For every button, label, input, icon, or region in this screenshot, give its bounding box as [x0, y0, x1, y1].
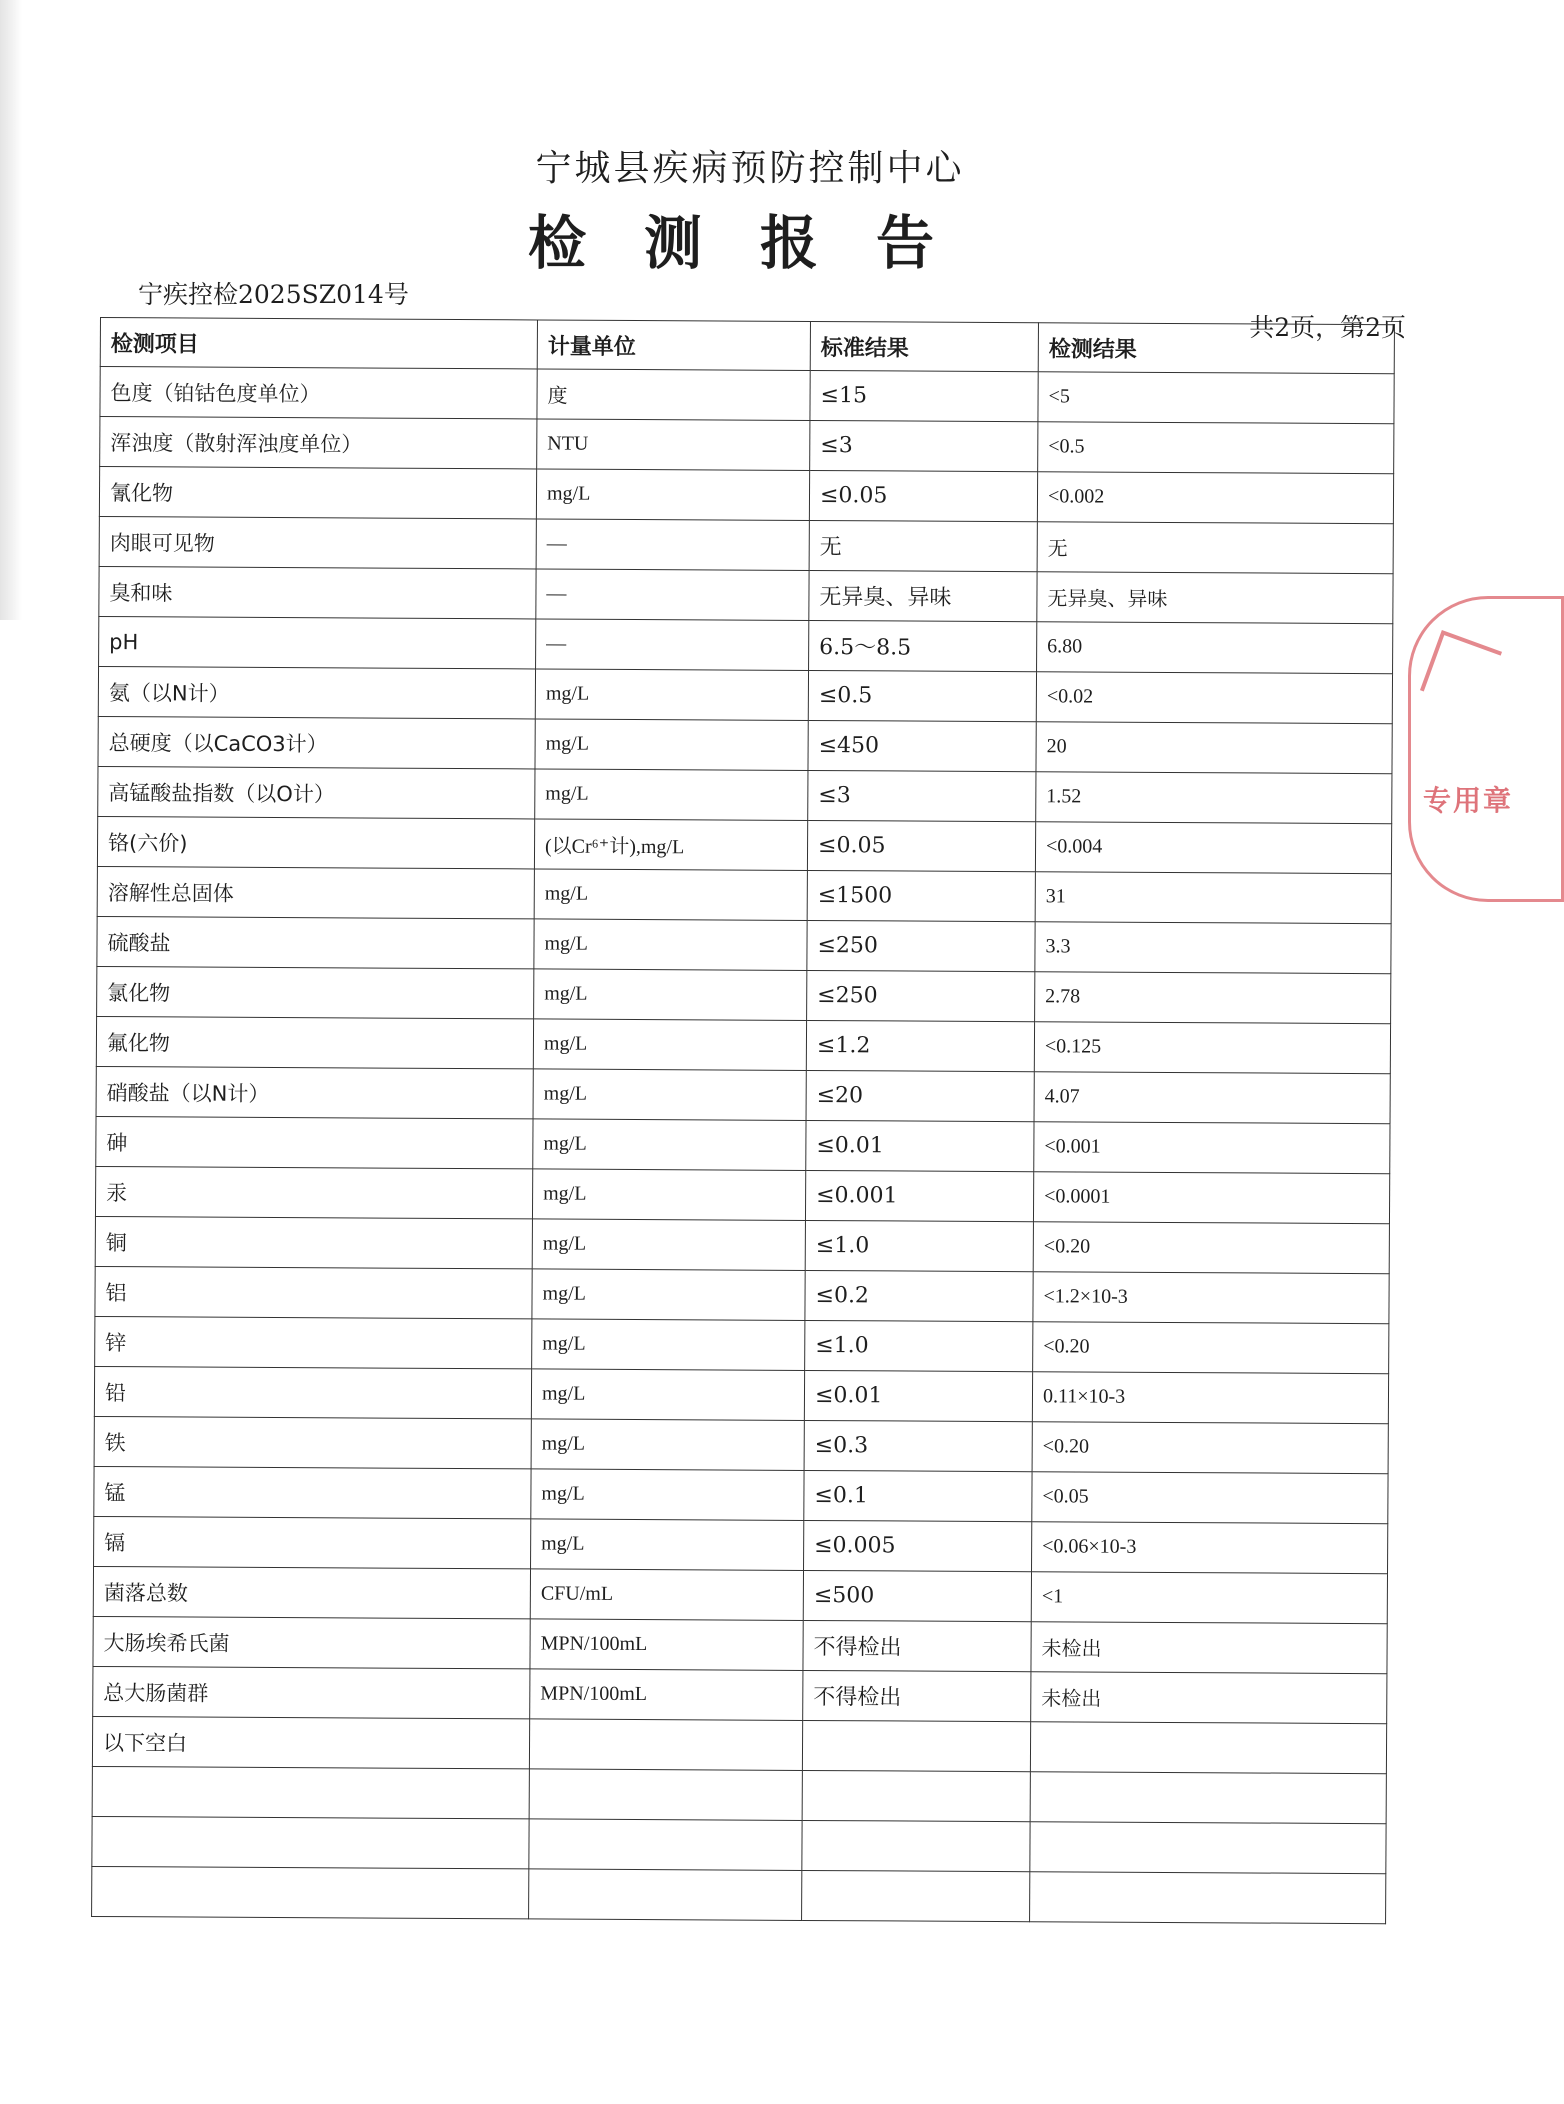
cell-item: 以下空白	[92, 1716, 529, 1768]
cell-standard: ≤1.0	[805, 1220, 1033, 1271]
cell-item: 总硬度（以CaCO3计）	[98, 716, 535, 768]
cell-result: <0.20	[1033, 1222, 1389, 1274]
cell-unit: mg/L	[531, 1369, 804, 1421]
cell-item: 氨（以N计）	[98, 666, 535, 718]
cell-item: 肉眼可见物	[99, 516, 536, 568]
table-row	[94, 1466, 1388, 1523]
table-row	[98, 766, 1392, 823]
cell-unit: NTU	[537, 419, 810, 471]
cell-standard	[802, 1720, 1030, 1771]
cell-standard	[802, 1820, 1030, 1871]
table-row	[96, 1016, 1390, 1073]
cell-standard: ≤0.01	[804, 1370, 1032, 1421]
cell-result: 未检出	[1031, 1672, 1387, 1724]
official-seal-stamp	[1408, 596, 1564, 902]
cell-unit: —	[536, 519, 809, 571]
cell-standard: 无异臭、异味	[809, 570, 1037, 621]
cell-item: 臭和味	[99, 566, 536, 618]
table-row	[95, 1266, 1389, 1323]
cell-item: 菌落总数	[93, 1566, 530, 1618]
cell-unit	[529, 1769, 802, 1821]
cell-result	[1030, 1772, 1386, 1824]
cell-standard: ≤3	[808, 770, 1036, 821]
cell-unit: mg/L	[532, 1219, 805, 1271]
cell-result: 4.07	[1034, 1072, 1390, 1124]
cell-standard: ≤20	[806, 1070, 1034, 1121]
cell-standard: ≤0.05	[807, 820, 1035, 871]
table-row	[99, 516, 1393, 573]
page-indicator: 共2页，第2页	[1249, 313, 1406, 342]
cell-unit: mg/L	[532, 1169, 805, 1221]
cell-standard: ≤0.005	[804, 1520, 1032, 1571]
table-row	[94, 1366, 1388, 1423]
cell-unit: mg/L	[534, 869, 807, 921]
cell-standard: ≤15	[810, 370, 1038, 421]
cell-item: 大肠埃希氏菌	[93, 1616, 530, 1668]
cell-result: <0.004	[1035, 822, 1391, 874]
cell-unit: —	[536, 569, 809, 621]
cell-unit: MPN/100mL	[530, 1669, 803, 1721]
cell-item: 镉	[94, 1516, 531, 1568]
cell-result	[1030, 1722, 1386, 1774]
cell-result: <0.20	[1032, 1422, 1388, 1474]
cell-unit: mg/L	[534, 919, 807, 971]
cell-result: 无异臭、异味	[1037, 572, 1393, 624]
report-number: 宁疾控检2025SZ014号	[138, 280, 409, 309]
cell-result: <5	[1038, 372, 1394, 424]
cell-unit: mg/L	[531, 1419, 804, 1471]
cell-standard: 不得检出	[803, 1670, 1031, 1721]
cell-result: <0.05	[1032, 1472, 1388, 1524]
cell-standard: ≤1.0	[805, 1320, 1033, 1371]
cell-item: pH	[99, 616, 536, 668]
table-row	[94, 1516, 1388, 1573]
table-row	[97, 866, 1391, 923]
cell-unit: mg/L	[532, 1269, 805, 1321]
cell-item: 氰化物	[99, 467, 536, 519]
cell-item: 氟化物	[96, 1016, 533, 1068]
cell-unit	[529, 1819, 802, 1871]
cell-standard: ≤500	[803, 1570, 1031, 1621]
cell-item: 锌	[95, 1316, 532, 1368]
cell-result: <0.0001	[1033, 1172, 1389, 1224]
cell-item: 氯化物	[97, 966, 534, 1018]
cell-result	[1030, 1822, 1386, 1874]
cell-unit: mg/L	[535, 669, 808, 721]
table-row	[92, 1866, 1386, 1923]
column-header-unit: 计量单位	[537, 320, 810, 371]
report-title: 检测报告	[527, 209, 992, 277]
cell-unit: mg/L	[531, 1469, 804, 1521]
cell-result: 未检出	[1031, 1622, 1387, 1674]
cell-item: 汞	[95, 1166, 532, 1218]
cell-standard: ≤3	[810, 420, 1038, 471]
results-table-wrapper	[91, 317, 1394, 1924]
cell-item	[92, 1816, 529, 1868]
cell-result: <0.5	[1038, 422, 1394, 474]
cell-standard: ≤450	[808, 720, 1036, 771]
cell-standard: ≤0.01	[806, 1120, 1034, 1171]
cell-unit: 度	[537, 369, 810, 421]
cell-unit: mg/L	[535, 719, 808, 771]
cell-item: 色度（铂钴色度单位）	[100, 367, 537, 419]
cell-result: 0.11×10-3	[1032, 1372, 1388, 1424]
table-row	[95, 1216, 1389, 1273]
cell-item	[92, 1866, 529, 1918]
cell-unit: mg/L	[531, 1519, 804, 1571]
cell-standard: 6.5～8.5	[809, 620, 1037, 671]
table-row	[98, 666, 1392, 723]
table-row	[92, 1716, 1386, 1773]
cell-item: 砷	[96, 1116, 533, 1168]
table-row	[99, 616, 1393, 673]
cell-unit: mg/L	[536, 469, 809, 521]
table-header-row	[100, 318, 1394, 374]
table-row	[99, 566, 1393, 623]
cell-result: <0.06×10-3	[1032, 1522, 1388, 1574]
cell-item: 铬(六价)	[97, 816, 534, 868]
column-header-item: 检测项目	[100, 318, 537, 369]
organization-name: 宁城县疾病预防控制中心	[535, 148, 965, 189]
cell-item: 铜	[95, 1216, 532, 1268]
table-row	[97, 916, 1391, 973]
table-row	[95, 1166, 1389, 1223]
cell-standard: ≤0.1	[804, 1470, 1032, 1521]
cell-standard	[802, 1870, 1030, 1921]
cell-unit: mg/L	[533, 1119, 806, 1171]
column-header-standard: 标准结果	[810, 321, 1038, 371]
cell-unit	[529, 1719, 802, 1771]
table-row	[100, 367, 1394, 424]
cell-standard: 无	[809, 520, 1037, 571]
cell-standard: ≤250	[807, 970, 1035, 1021]
cell-unit: mg/L	[532, 1319, 805, 1371]
cell-standard	[802, 1770, 1030, 1821]
cell-result: 1.52	[1036, 772, 1392, 824]
cell-result: 20	[1036, 722, 1392, 774]
cell-item: 锰	[94, 1466, 531, 1518]
cell-result	[1030, 1872, 1386, 1924]
cell-item: 溶解性总固体	[97, 866, 534, 918]
cell-item	[92, 1766, 529, 1818]
cell-item: 铁	[94, 1416, 531, 1468]
cell-result: <0.20	[1033, 1322, 1389, 1374]
seal-text: 专用章	[1423, 784, 1514, 817]
cell-unit: (以Cr⁶⁺计),mg/L	[534, 819, 807, 871]
scan-edge-shadow	[0, 0, 22, 620]
cell-item: 总大肠菌群	[93, 1666, 530, 1718]
cell-item: 高锰酸盐指数（以O计）	[98, 766, 535, 818]
cell-result: 3.3	[1035, 922, 1391, 974]
cell-result: <0.001	[1034, 1122, 1390, 1174]
cell-standard: 不得检出	[803, 1620, 1031, 1671]
cell-unit: mg/L	[533, 1069, 806, 1121]
table-row	[96, 1066, 1390, 1123]
cell-item: 硝酸盐（以N计）	[96, 1066, 533, 1118]
table-row	[98, 716, 1392, 773]
cell-standard: ≤0.2	[805, 1270, 1033, 1321]
table-row	[94, 1416, 1388, 1473]
cell-standard: ≤0.3	[804, 1420, 1032, 1471]
cell-standard: ≤1.2	[806, 1020, 1034, 1071]
table-row	[97, 816, 1391, 873]
table-row	[93, 1616, 1387, 1673]
cell-unit: CFU/mL	[530, 1569, 803, 1621]
cell-result: <0.125	[1034, 1022, 1390, 1074]
table-row	[93, 1566, 1387, 1623]
cell-standard: ≤0.05	[809, 470, 1037, 521]
cell-standard: ≤250	[807, 920, 1035, 971]
cell-item: 浑浊度（散射浑浊度单位）	[100, 417, 537, 469]
cell-result: <0.02	[1036, 672, 1392, 724]
cell-result: 6.80	[1037, 622, 1393, 674]
cell-standard: ≤0.001	[805, 1170, 1033, 1221]
cell-standard: ≤0.5	[808, 670, 1036, 721]
cell-unit	[529, 1869, 802, 1921]
cell-result: <1.2×10-3	[1033, 1272, 1389, 1324]
cell-unit: MPN/100mL	[530, 1619, 803, 1671]
cell-unit: mg/L	[533, 1019, 806, 1071]
table-row	[92, 1766, 1386, 1823]
cell-unit: mg/L	[535, 769, 808, 821]
table-row	[95, 1316, 1389, 1373]
table-row	[97, 966, 1391, 1023]
cell-result: 2.78	[1035, 972, 1391, 1024]
seal-mark	[1420, 630, 1502, 712]
cell-item: 铝	[95, 1266, 532, 1318]
table-row	[100, 417, 1394, 474]
cell-standard: ≤1500	[807, 870, 1035, 921]
table-row	[96, 1116, 1390, 1173]
cell-result: <0.002	[1037, 472, 1393, 524]
cell-item: 硫酸盐	[97, 916, 534, 968]
cell-result: 无	[1037, 522, 1393, 574]
results-table	[91, 317, 1395, 1924]
cell-item: 铅	[94, 1366, 531, 1418]
table-row	[99, 467, 1393, 524]
table-row	[93, 1666, 1387, 1723]
cell-unit: mg/L	[534, 969, 807, 1021]
column-header-result: 检测结果	[1038, 323, 1394, 374]
cell-result: <1	[1031, 1572, 1387, 1624]
table-row	[92, 1816, 1386, 1873]
cell-unit: —	[536, 619, 809, 671]
cell-result: 31	[1035, 872, 1391, 924]
